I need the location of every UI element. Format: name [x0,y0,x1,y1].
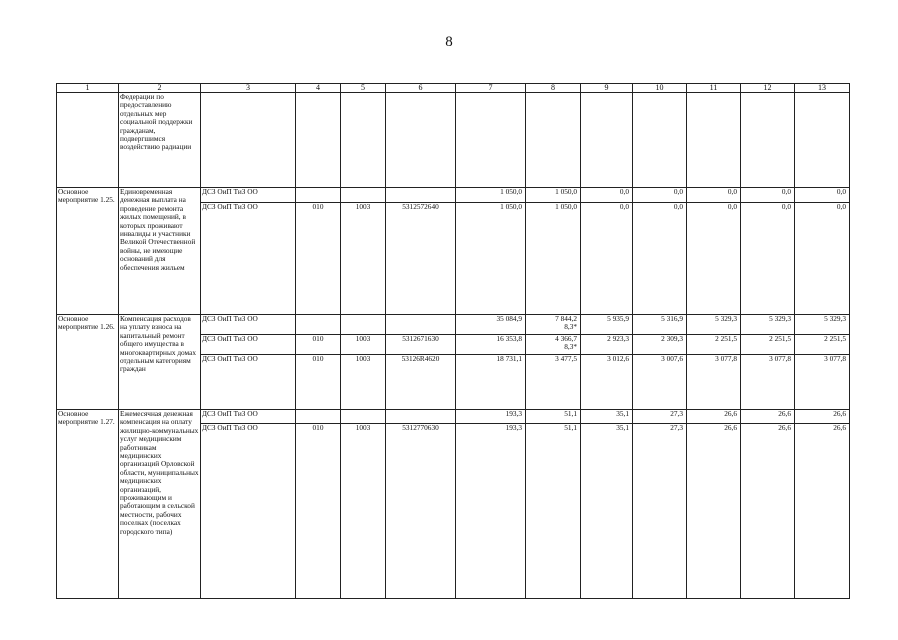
code-cell [296,315,341,335]
executor-cell: ДСЗ ОиП ТиЗ ОО [201,424,296,599]
header-cell: 4 [296,84,341,93]
table-cell [456,93,526,188]
amount-cell: 26,6 [687,410,741,424]
amount-cell: 26,6 [741,424,795,599]
code-cell: 010 [296,355,341,410]
code-cell: 010 [296,203,341,315]
amount-cell: 193,3 [456,410,526,424]
amount-cell: 0,0 [581,188,633,203]
amount-cell: 18 731,1 [456,355,526,410]
executor-cell: ДСЗ ОиП ТиЗ ОО [201,188,296,203]
amount-cell: 26,6 [687,424,741,599]
amount-cell: 5 316,9 [633,315,687,335]
amount-cell: 3 012,6 [581,355,633,410]
table-cell [296,93,341,188]
table-cell [341,93,386,188]
measure-description: Компенсация расходов на уплату взноса на капитальный ремонт общего имущества в многоквартирных домах отдельным категориям граждан [119,315,201,410]
amount-cell: 51,1 [526,424,581,599]
header-cell: 3 [201,84,296,93]
amount-cell: 5 329,3 [687,315,741,335]
code-cell: 1003 [341,335,386,355]
amount-cell: 0,0 [687,188,741,203]
amount-cell: 35,1 [581,410,633,424]
amount-cell: 193,3 [456,424,526,599]
measure-label: Основное мероприятие 1.26. [57,315,119,410]
amount-cell: 0,0 [741,188,795,203]
amount-cell: 0,0 [633,188,687,203]
header-cell: 8 [526,84,581,93]
table-cell [633,93,687,188]
amount-cell: 1 050,0 [526,203,581,315]
amount-cell: 26,6 [741,410,795,424]
header-cell: 1 [57,84,119,93]
header-cell: 2 [119,84,201,93]
amount-cell: 2 251,5 [795,335,850,355]
measure-description: Единовременная денежная выплата на проведение ремонта жилых помещений, в которых проживают инвалиды и участники Великой Отечественной войны, не имеющие оснований для обеспечения жильем [119,188,201,315]
table-row [57,188,850,203]
amount-cell: 3 477,5 [526,355,581,410]
amount-cell: 0,0 [581,203,633,315]
table-cell [581,93,633,188]
code-cell: 5312572640 [386,203,456,315]
executor-cell: ДСЗ ОиП ТиЗ ОО [201,203,296,315]
amount-cell: 0,0 [741,203,795,315]
executor-cell: ДСЗ ОиП ТиЗ ОО [201,410,296,424]
code-cell: 1003 [341,203,386,315]
measure-label: Основное мероприятие 1.27. [57,410,119,599]
executor-cell: ДСЗ ОиП ТиЗ ОО [201,355,296,410]
measure-description: Ежемесячная денежная компенсация на оплату жилищно-коммунальных услуг медицинским работникам медицинских организаций Орловской области, муниципальных медицинских организаций, проживающим и работающим в сельской местности, рабочих поселках (поселках городского типа) [119,410,201,599]
amount-cell: 5 935,9 [581,315,633,335]
amount-cell: 16 353,8 [456,335,526,355]
header-cell: 6 [386,84,456,93]
code-cell [296,188,341,203]
amount-cell: 1 050,0 [456,188,526,203]
amount-cell: 3 007,6 [633,355,687,410]
amount-cell: 2 923,3 [581,335,633,355]
amount-cell: 3 077,8 [687,355,741,410]
amount-cell: 26,6 [795,424,850,599]
amount-cell: 2 251,5 [687,335,741,355]
amount-cell: 3 077,8 [795,355,850,410]
amount-cell: 5 329,3 [741,315,795,335]
header-cell: 7 [456,84,526,93]
amount-cell: 27,3 [633,410,687,424]
code-cell [386,315,456,335]
code-cell: 010 [296,335,341,355]
header-row [57,84,850,93]
amount-cell: 26,6 [795,410,850,424]
amount-cell: 2 309,3 [633,335,687,355]
amount-cell: 27,3 [633,424,687,599]
code-cell: 010 [296,424,341,599]
header-cell: 11 [687,84,741,93]
code-cell: 5312671630 [386,335,456,355]
amount-cell: 35,1 [581,424,633,599]
header-cell: 13 [795,84,850,93]
carryover-row [57,93,850,188]
header-cell: 12 [741,84,795,93]
executor-cell: ДСЗ ОиП ТиЗ ОО [201,335,296,355]
amount-cell: 4 366,7 8,3* [526,335,581,355]
amount-cell: 3 077,8 [741,355,795,410]
measure-description: Федерации по предоставлению отдельных мер социальной поддержки гражданам, подвергшимся воздействию радиации [119,93,201,188]
code-cell: 53126R4620 [386,355,456,410]
amount-cell: 35 084,9 [456,315,526,335]
code-cell [341,410,386,424]
code-cell: 1003 [341,355,386,410]
amount-cell: 0,0 [795,203,850,315]
executor-cell: ДСЗ ОиП ТиЗ ОО [201,315,296,335]
amount-cell: 0,0 [633,203,687,315]
table-cell [57,93,119,188]
table-row [57,315,850,335]
table-cell [526,93,581,188]
amount-cell: 1 050,0 [456,203,526,315]
code-cell: 1003 [341,424,386,599]
code-cell [386,188,456,203]
table-cell [201,93,296,188]
table-cell [795,93,850,188]
code-cell [341,188,386,203]
header-cell: 10 [633,84,687,93]
table-cell [386,93,456,188]
code-cell: 5312770630 [386,424,456,599]
budget-table [56,83,850,599]
amount-cell: 51,1 [526,410,581,424]
measure-label: Основное мероприятие 1.25. [57,188,119,315]
amount-cell: 7 844,2 8,3* [526,315,581,335]
code-cell [341,315,386,335]
amount-cell: 0,0 [687,203,741,315]
code-cell [296,410,341,424]
amount-cell: 5 329,3 [795,315,850,335]
table-cell [687,93,741,188]
code-cell [386,410,456,424]
amount-cell: 2 251,5 [741,335,795,355]
table-cell [741,93,795,188]
header-cell: 5 [341,84,386,93]
amount-cell: 0,0 [795,188,850,203]
header-cell: 9 [581,84,633,93]
table-row [57,410,850,424]
amount-cell: 1 050,0 [526,188,581,203]
page-number: 8 [445,34,453,50]
